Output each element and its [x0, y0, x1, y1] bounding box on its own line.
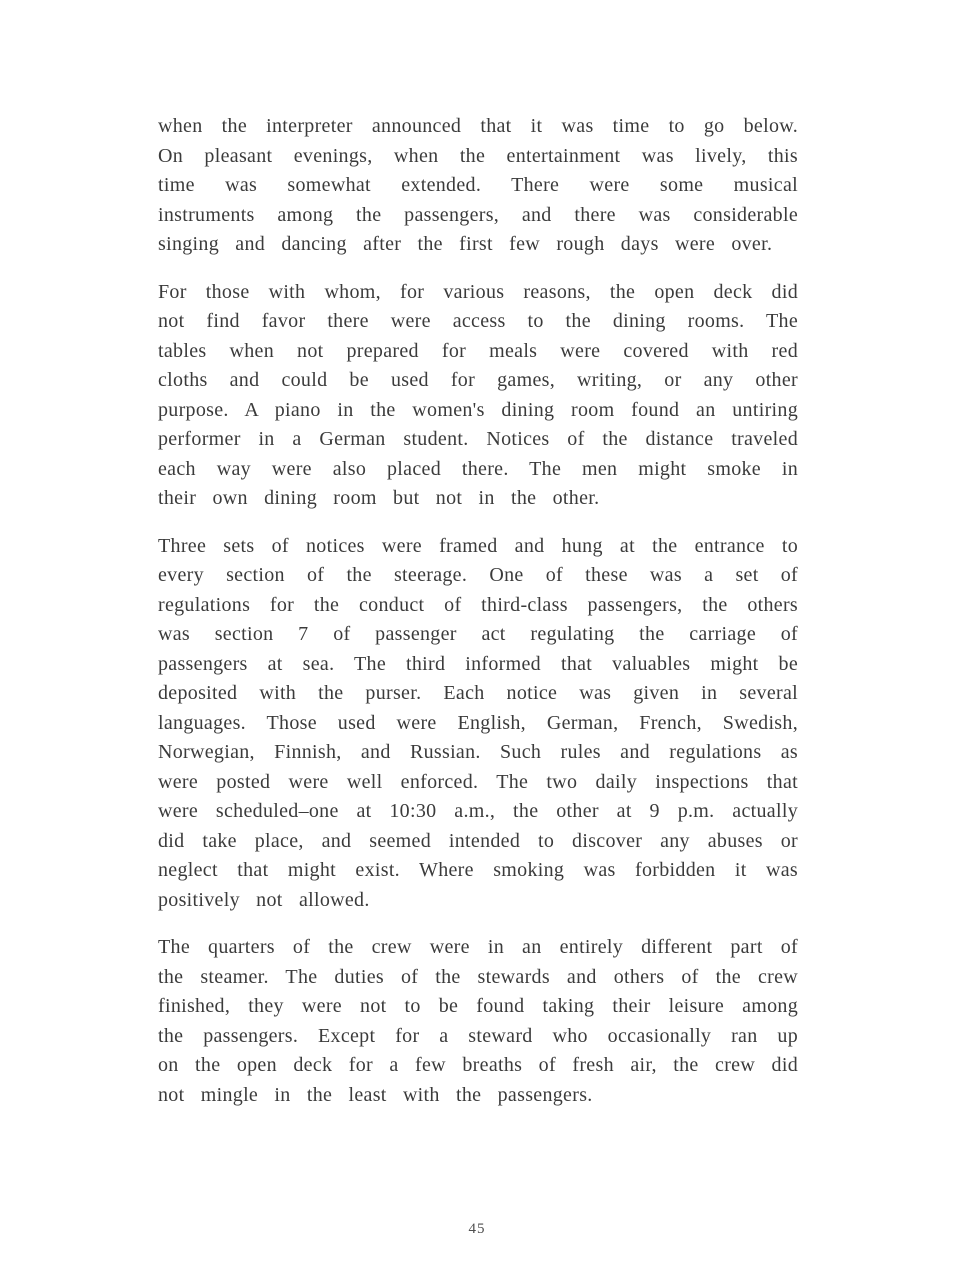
paragraph-4: The quarters of the crew were in an entirely different part of the steamer. The duties of the stewards and others of the crew finished, they were not to be found taking their leisure among the passengers. Except for a steward who occasionally ran up on the open deck for a few breaths of fresh air, the crew did not mingle in the least with the passengers. — [158, 936, 798, 1106]
paragraph-2: For those with whom, for various reasons, the open deck did not find favor there were access to the dining rooms. The tables when not prepared for meals were covered with red cloths and could be used for games, writing, or any other purpose. A piano in the women's dining room found an untiring performer in a German student. Notices of the distance traveled each way were also placed there. The men might smoke in their own dining room but not in the other. — [158, 280, 798, 509]
page-footer — [0, 1220, 954, 1238]
page-number: 45 — [468, 1221, 486, 1237]
paragraph-3: Three sets of notices were framed and hung at the entrance to every section of the steerage. One of these was a set of regulations for the conduct of third-class passengers, the others was section 7 of passenger act regulating the carriage of passengers at sea. The third informed that valuables might be deposited with the purser. Each notice was given in several languages. Those used were English, German, French, Swedish, Norwegian, Finnish, and Russian. Such rules and regulations as were posted were well enforced. The two daily inspections that were scheduled–one at 10:30 a.m., the other at 9 p.m. actually did take place, and seemed intended to discover any abuses or neglect that might exist. Where smoking was forbidden it was positively not allowed. — [158, 534, 798, 911]
page-text-block — [158, 112, 798, 1128]
paragraph-1: when the interpreter announced that it was time to go below. On pleasant evenings, when the entertainment was lively, this time was somewhat extended. There were some musical instruments among the passengers, and there was considerable singing and dancing after the first few rough days were over. — [158, 115, 798, 255]
